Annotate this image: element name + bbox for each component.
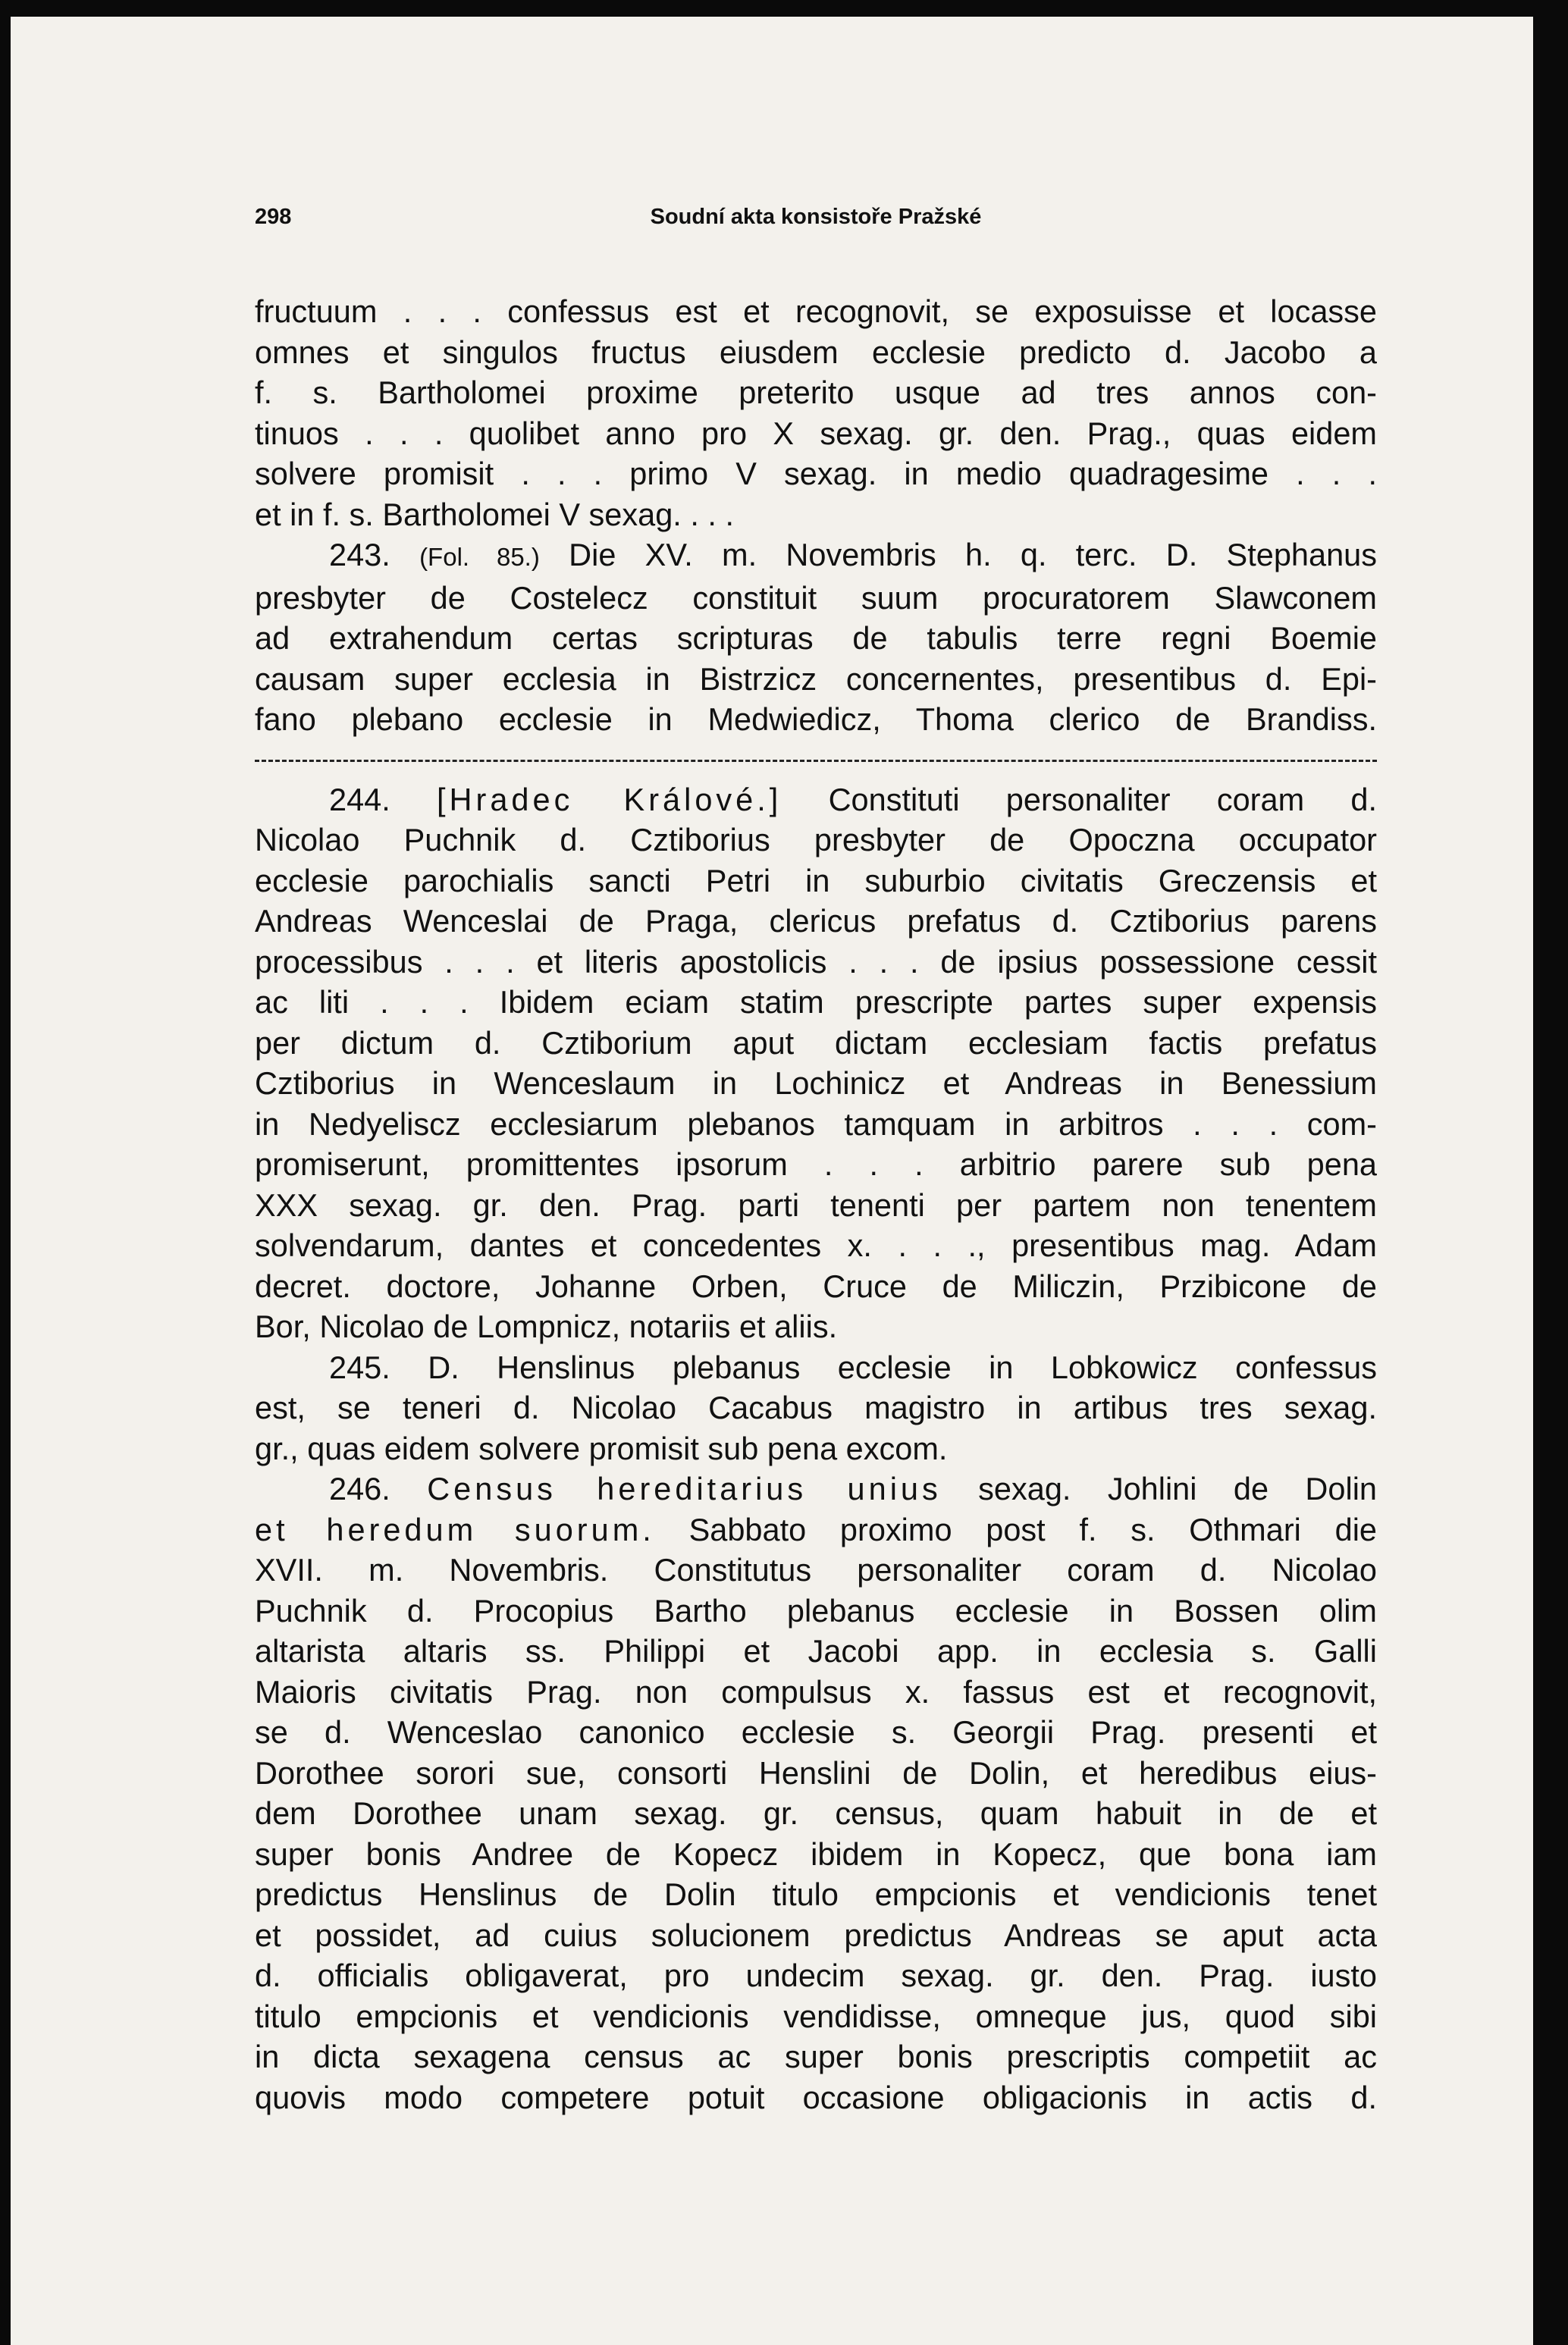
- text-line: promiserunt, promittentes ipsorum . . . arbitrio parere sub pena: [255, 1146, 1377, 1182]
- place-heading: [Hradec Králové.]: [437, 781, 782, 817]
- text-line: decret. doctore, Johanne Orben, Cruce de Miliczin, Przibicone de: [255, 1268, 1377, 1304]
- text-line: solvendarum, dantes et concedentes x. . . ., presentibus mag. Adam: [255, 1227, 1377, 1263]
- running-title: Soudní akta konsistoře Pražské: [650, 205, 982, 229]
- text-line: altarista altaris ss. Philippi et Jacobi app. in ecclesia s. Galli: [255, 1633, 1377, 1669]
- text-line: et in f. s. Bartholomei V sexag. . . .: [255, 496, 735, 532]
- text-line: ad extrahendum certas scripturas de tabulis terre regni Boemie: [255, 620, 1377, 656]
- text-line: est, se teneri d. Nicolao Cacabus magistro in artibus tres sexag.: [255, 1390, 1377, 1425]
- entry-246-first-line: [255, 1469, 1377, 1510]
- text-line: in dicta sexagena census ac super bonis prescriptis competiit ac: [255, 2039, 1377, 2074]
- text-line: Nicolao Puchnik d. Cztiborius presbyter de Opoczna occupator: [255, 822, 1377, 857]
- entry-246-second-line: [255, 1510, 1377, 1550]
- body-text: [255, 291, 1377, 2118]
- page-header: [255, 196, 1377, 241]
- text-line: in Nedyeliscz ecclesiarum plebanos tamquam in arbitros . . . com-: [255, 1105, 1377, 1142]
- folio-reference: (Fol. 85.): [419, 543, 540, 571]
- text-line: dem Dorothee unam sexag. gr. census, quam habuit in de et: [255, 1795, 1377, 1831]
- text-line: per dictum d. Cztiborium aput dictam ecclesiam factis prefatus: [255, 1024, 1377, 1061]
- text-line: se d. Wenceslao canonico ecclesie s. Georgii Prag. presenti et: [255, 1714, 1377, 1750]
- text-line: Andreas Wenceslai de Praga, clericus prefatus d. Cztiborius parens: [255, 903, 1377, 939]
- text-line: ac liti . . . Ibidem eciam statim prescripte partes super expensis: [255, 984, 1377, 1020]
- text-line: tinuos . . . quolibet anno pro X sexag. gr. den. Prag., quas eidem: [255, 415, 1377, 451]
- text-line: predictus Henslinus de Dolin titulo empcionis et vendicionis tenet: [255, 1876, 1377, 1912]
- text-line: omnes et singulos fructus eiusdem ecclesie predicto d. Jacobo a: [255, 334, 1377, 370]
- entry-244-first-line: [255, 779, 1377, 820]
- text-line: d. officialis obligaverat, pro undecim sexag. gr. den. Prag. iusto: [255, 1958, 1377, 1993]
- text-line: super bonis Andree de Kopecz ibidem in Kopecz, que bona iam: [255, 1836, 1377, 1872]
- text-line: processibus . . . et literis apostolicis . . . de ipsius possessione cessit: [255, 943, 1377, 980]
- entry-heading: Census hereditarius unius: [427, 1471, 942, 1506]
- text-line: XVII. m. Novembris. Constitutus personaliter coram d. Nicolao: [255, 1552, 1377, 1588]
- entry-text: Die XV. m. Novembris h. q. terc. D. Stephanus: [569, 537, 1377, 572]
- entry-245-first-line: 245. D. Henslinus plebanus ecclesie in Lobkowicz confessus: [329, 1349, 1377, 1385]
- text-line: Maioris civitatis Prag. non compulsus x. fassus est et recognovit,: [255, 1673, 1377, 1710]
- page-number: 298: [255, 205, 292, 229]
- text-line: causam super ecclesia in Bistrzicz concernentes, presentibus d. Epi-: [255, 660, 1377, 697]
- text-line: solvere promisit . . . primo V sexag. in medio quadragesime . . .: [255, 456, 1377, 491]
- entry-heading: et heredum suorum.: [255, 1511, 655, 1547]
- text-line: ecclesie parochialis sancti Petri in suburbio civitatis Greczensis et: [255, 862, 1377, 898]
- text-line: quovis modo competere potuit occasione obligacionis in actis d.: [255, 2079, 1377, 2115]
- text-line: titulo empcionis et vendicionis vendidisse, omneque jus, quod sibi: [255, 1998, 1377, 2034]
- text-line: Cztiborius in Wenceslaum in Lochinicz et Andreas in Benessium: [255, 1065, 1377, 1101]
- entry-number: 243.: [329, 537, 390, 572]
- text-line: Bor, Nicolao de Lompnicz, notariis et aliis.: [255, 1309, 838, 1344]
- text-line: fructuum . . . confessus est et recognovit, se exposuisse et locasse: [255, 293, 1377, 329]
- text-line: presbyter de Costelecz constituit suum procuratorem Slawconem: [255, 579, 1377, 616]
- entry-number: 246.: [329, 1471, 390, 1506]
- document-page: [255, 196, 1377, 2118]
- entry-text: sexag. Johlini de Dolin: [978, 1471, 1378, 1506]
- dashed-separator: [255, 740, 1377, 779]
- entry-number: 244.: [329, 781, 390, 817]
- entry-text: Constituti personaliter coram d.: [828, 781, 1377, 817]
- entry-text: Sabbato proximo post f. s. Othmari die: [688, 1511, 1377, 1547]
- text-line: et possidet, ad cuius solucionem predictus Andreas se aput acta: [255, 1917, 1377, 1953]
- text-line: fano plebano ecclesie in Medwiedicz, Thoma clerico de Brandiss.: [255, 701, 1377, 737]
- text-line: XXX sexag. gr. den. Prag. parti tenenti per partem non tenentem: [255, 1187, 1377, 1223]
- text-line: f. s. Bartholomei proxime preterito usque ad tres annos con-: [255, 375, 1377, 410]
- entry-243-first-line: [255, 535, 1377, 578]
- text-line: gr., quas eidem solvere promisit sub pena excom.: [255, 1430, 948, 1466]
- text-line: Dorothee sorori sue, consorti Henslini de Dolin, et heredibus eius-: [255, 1754, 1377, 1791]
- text-line: Puchnik d. Procopius Bartho plebanus ecclesie in Bossen olim: [255, 1592, 1377, 1629]
